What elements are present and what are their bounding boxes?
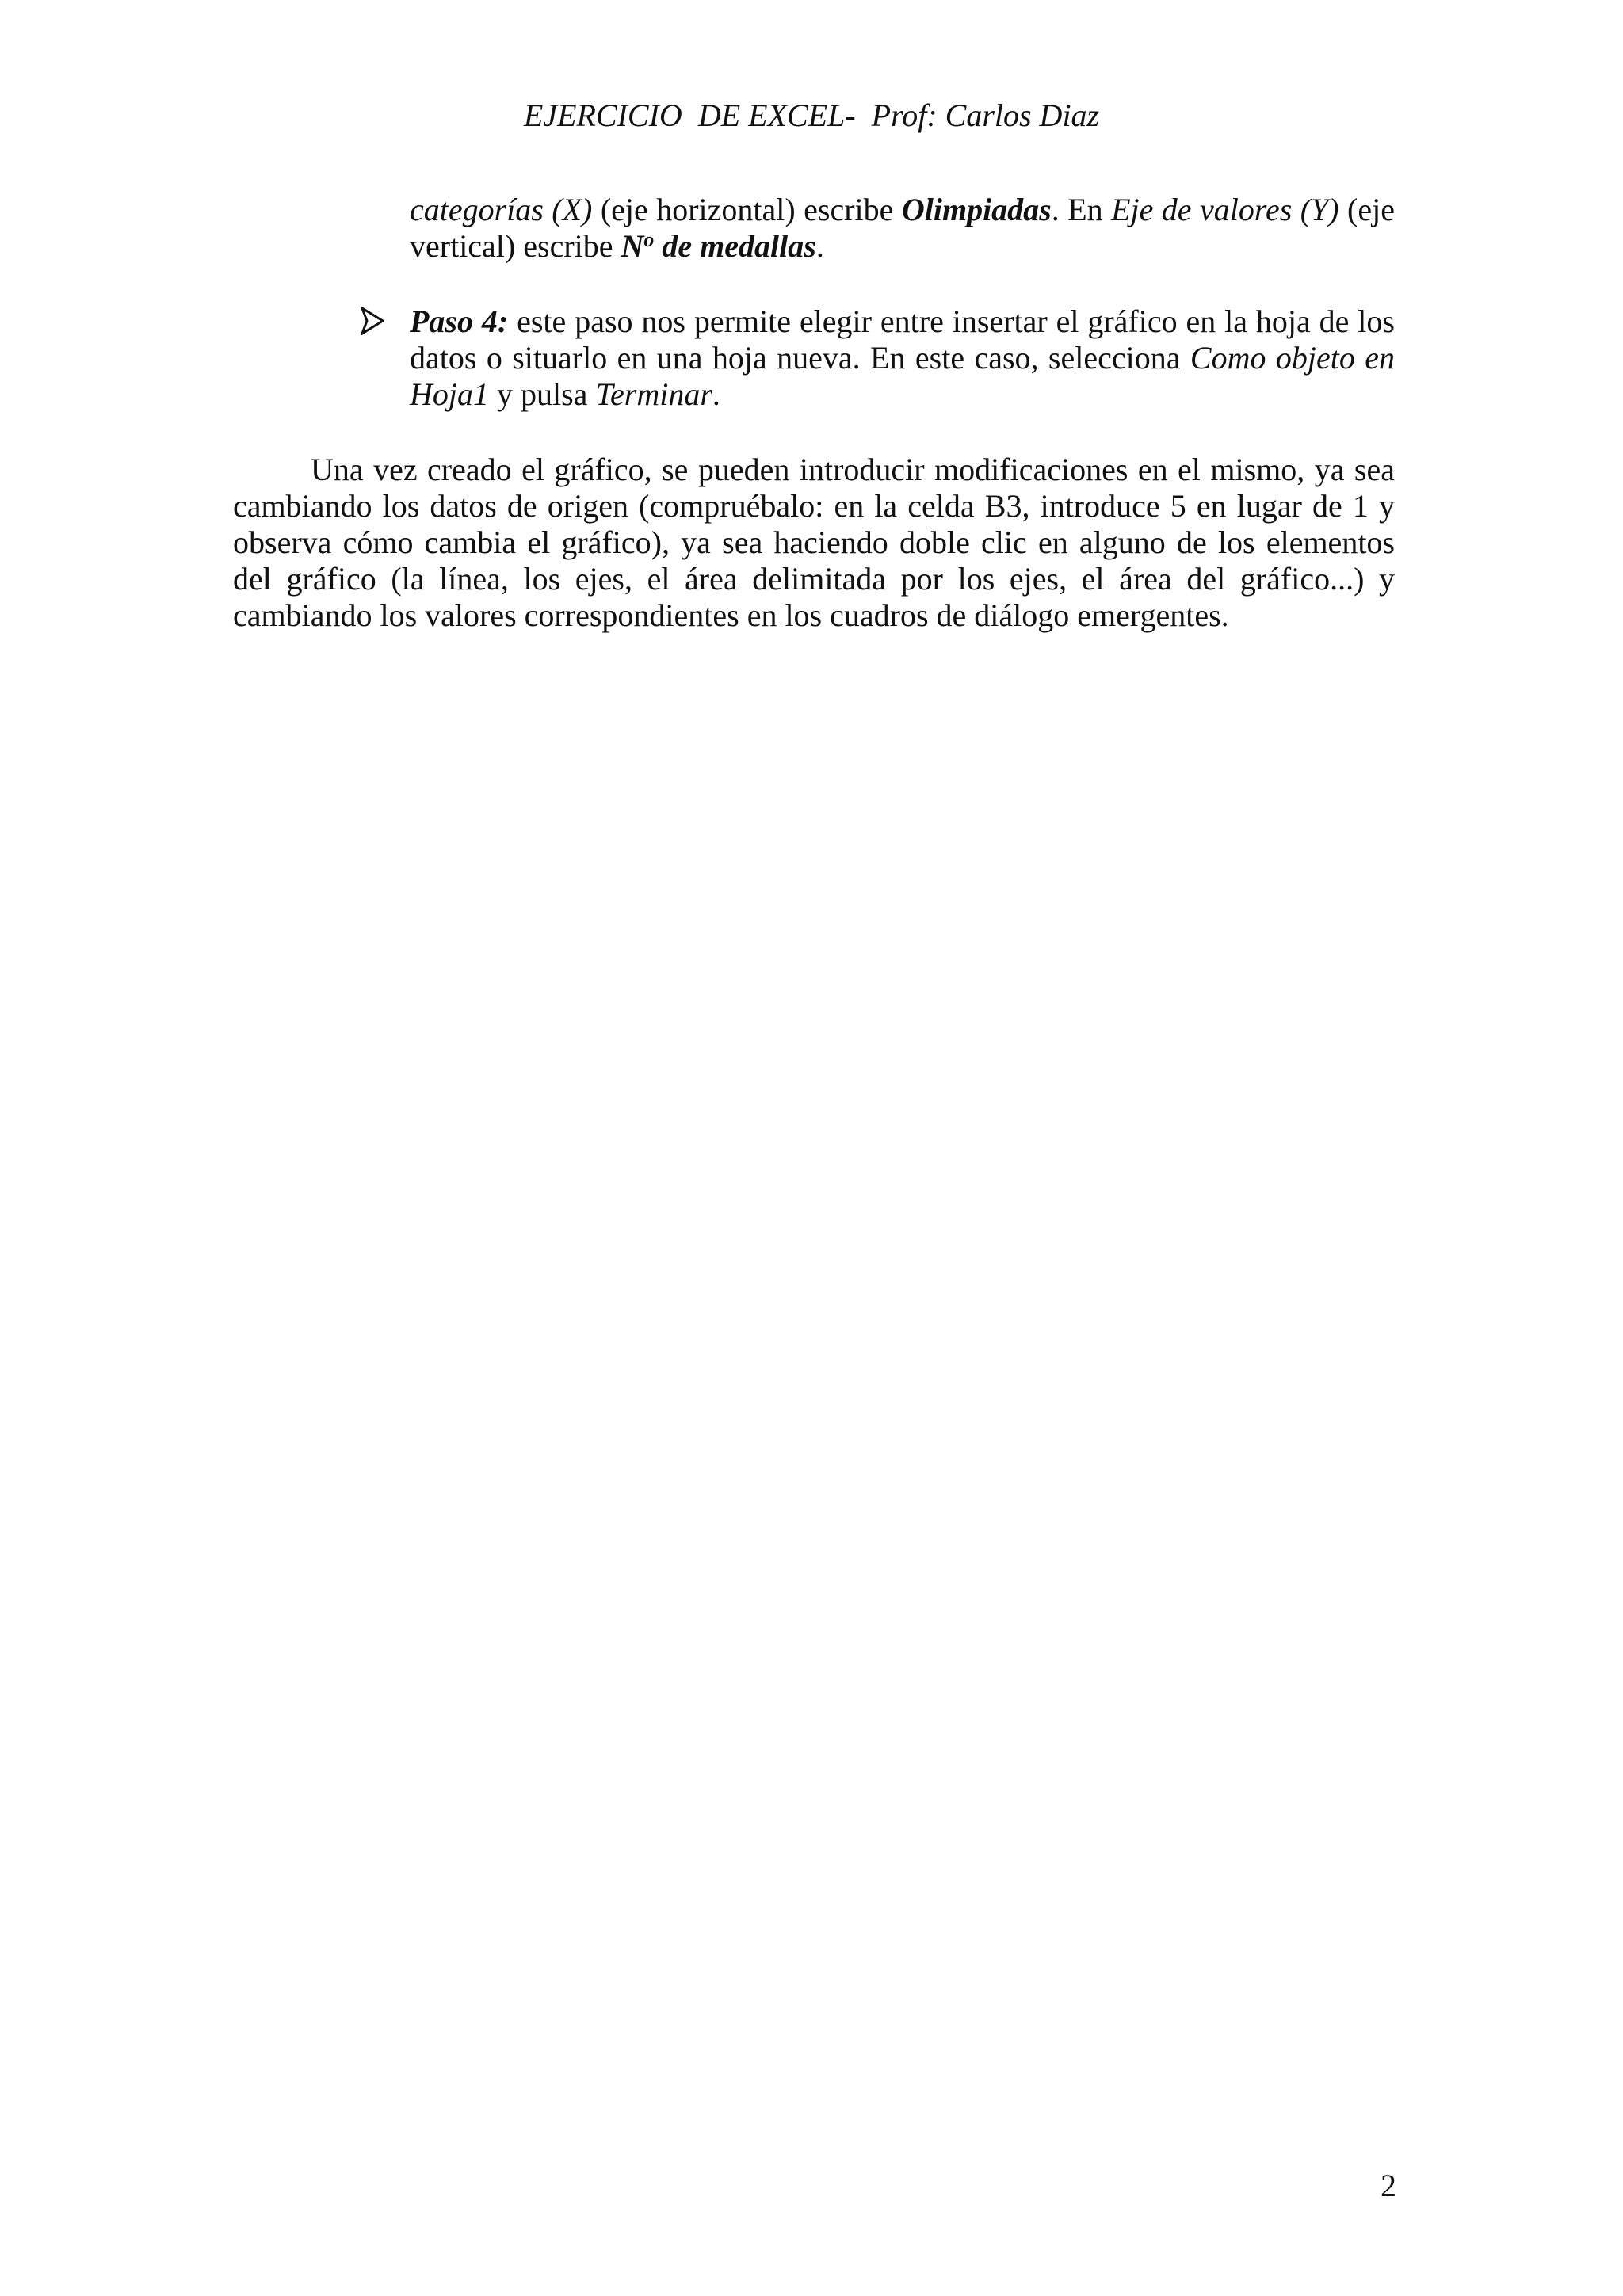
- text-run: .: [712, 376, 720, 412]
- bold-term: de medallas: [654, 228, 816, 264]
- text-run: y pulsa: [489, 376, 596, 412]
- bold-term: N: [621, 228, 644, 264]
- page-header: EJERCICIO DE EXCEL- Prof: Carlos Diaz: [523, 97, 1100, 133]
- text-run: .: [815, 228, 824, 264]
- arrowhead-bullet-icon: [361, 307, 384, 335]
- text-run: (eje vertical) escribe: [410, 192, 1395, 264]
- text-run: (eje horizontal) escribe: [592, 192, 902, 227]
- italic-term: categorías (X): [410, 192, 593, 227]
- ordinal-mark: o: [643, 228, 655, 251]
- bold-term: Olimpiadas: [901, 192, 1052, 227]
- text-run: este paso nos permite elegir entre insertar el gráfico en la hoja de los datos o situarlo en una hoja nueva. En este caso, selecciona: [410, 303, 1395, 376]
- body-paragraph: Una vez creado el gráfico, se pueden introducir modificaciones en el mismo, ya sea cambiando los datos de origen (compruébalo: en la celda B3, introduce 5 en lugar de 1 y observa cómo cambia el gráfico), ya sea haciendo doble clic en alguno de los elementos del gráfico (la línea, los ejes, el área delimitada por los ejes, el área del gráfico...) y cambiando los valores correspondientes en los cuadros de diálogo emergentes.: [233, 452, 1395, 633]
- italic-term: Como objeto en Hoja1: [410, 340, 1395, 412]
- text-run: . En: [1051, 192, 1112, 227]
- step-4-item: [410, 303, 1395, 413]
- step-continuation: [410, 192, 1395, 265]
- italic-term: Eje de valores (Y): [1111, 192, 1339, 227]
- page-number: 2: [1381, 2168, 1396, 2203]
- italic-term: Terminar: [595, 376, 712, 412]
- step-label: Paso 4:: [410, 303, 509, 339]
